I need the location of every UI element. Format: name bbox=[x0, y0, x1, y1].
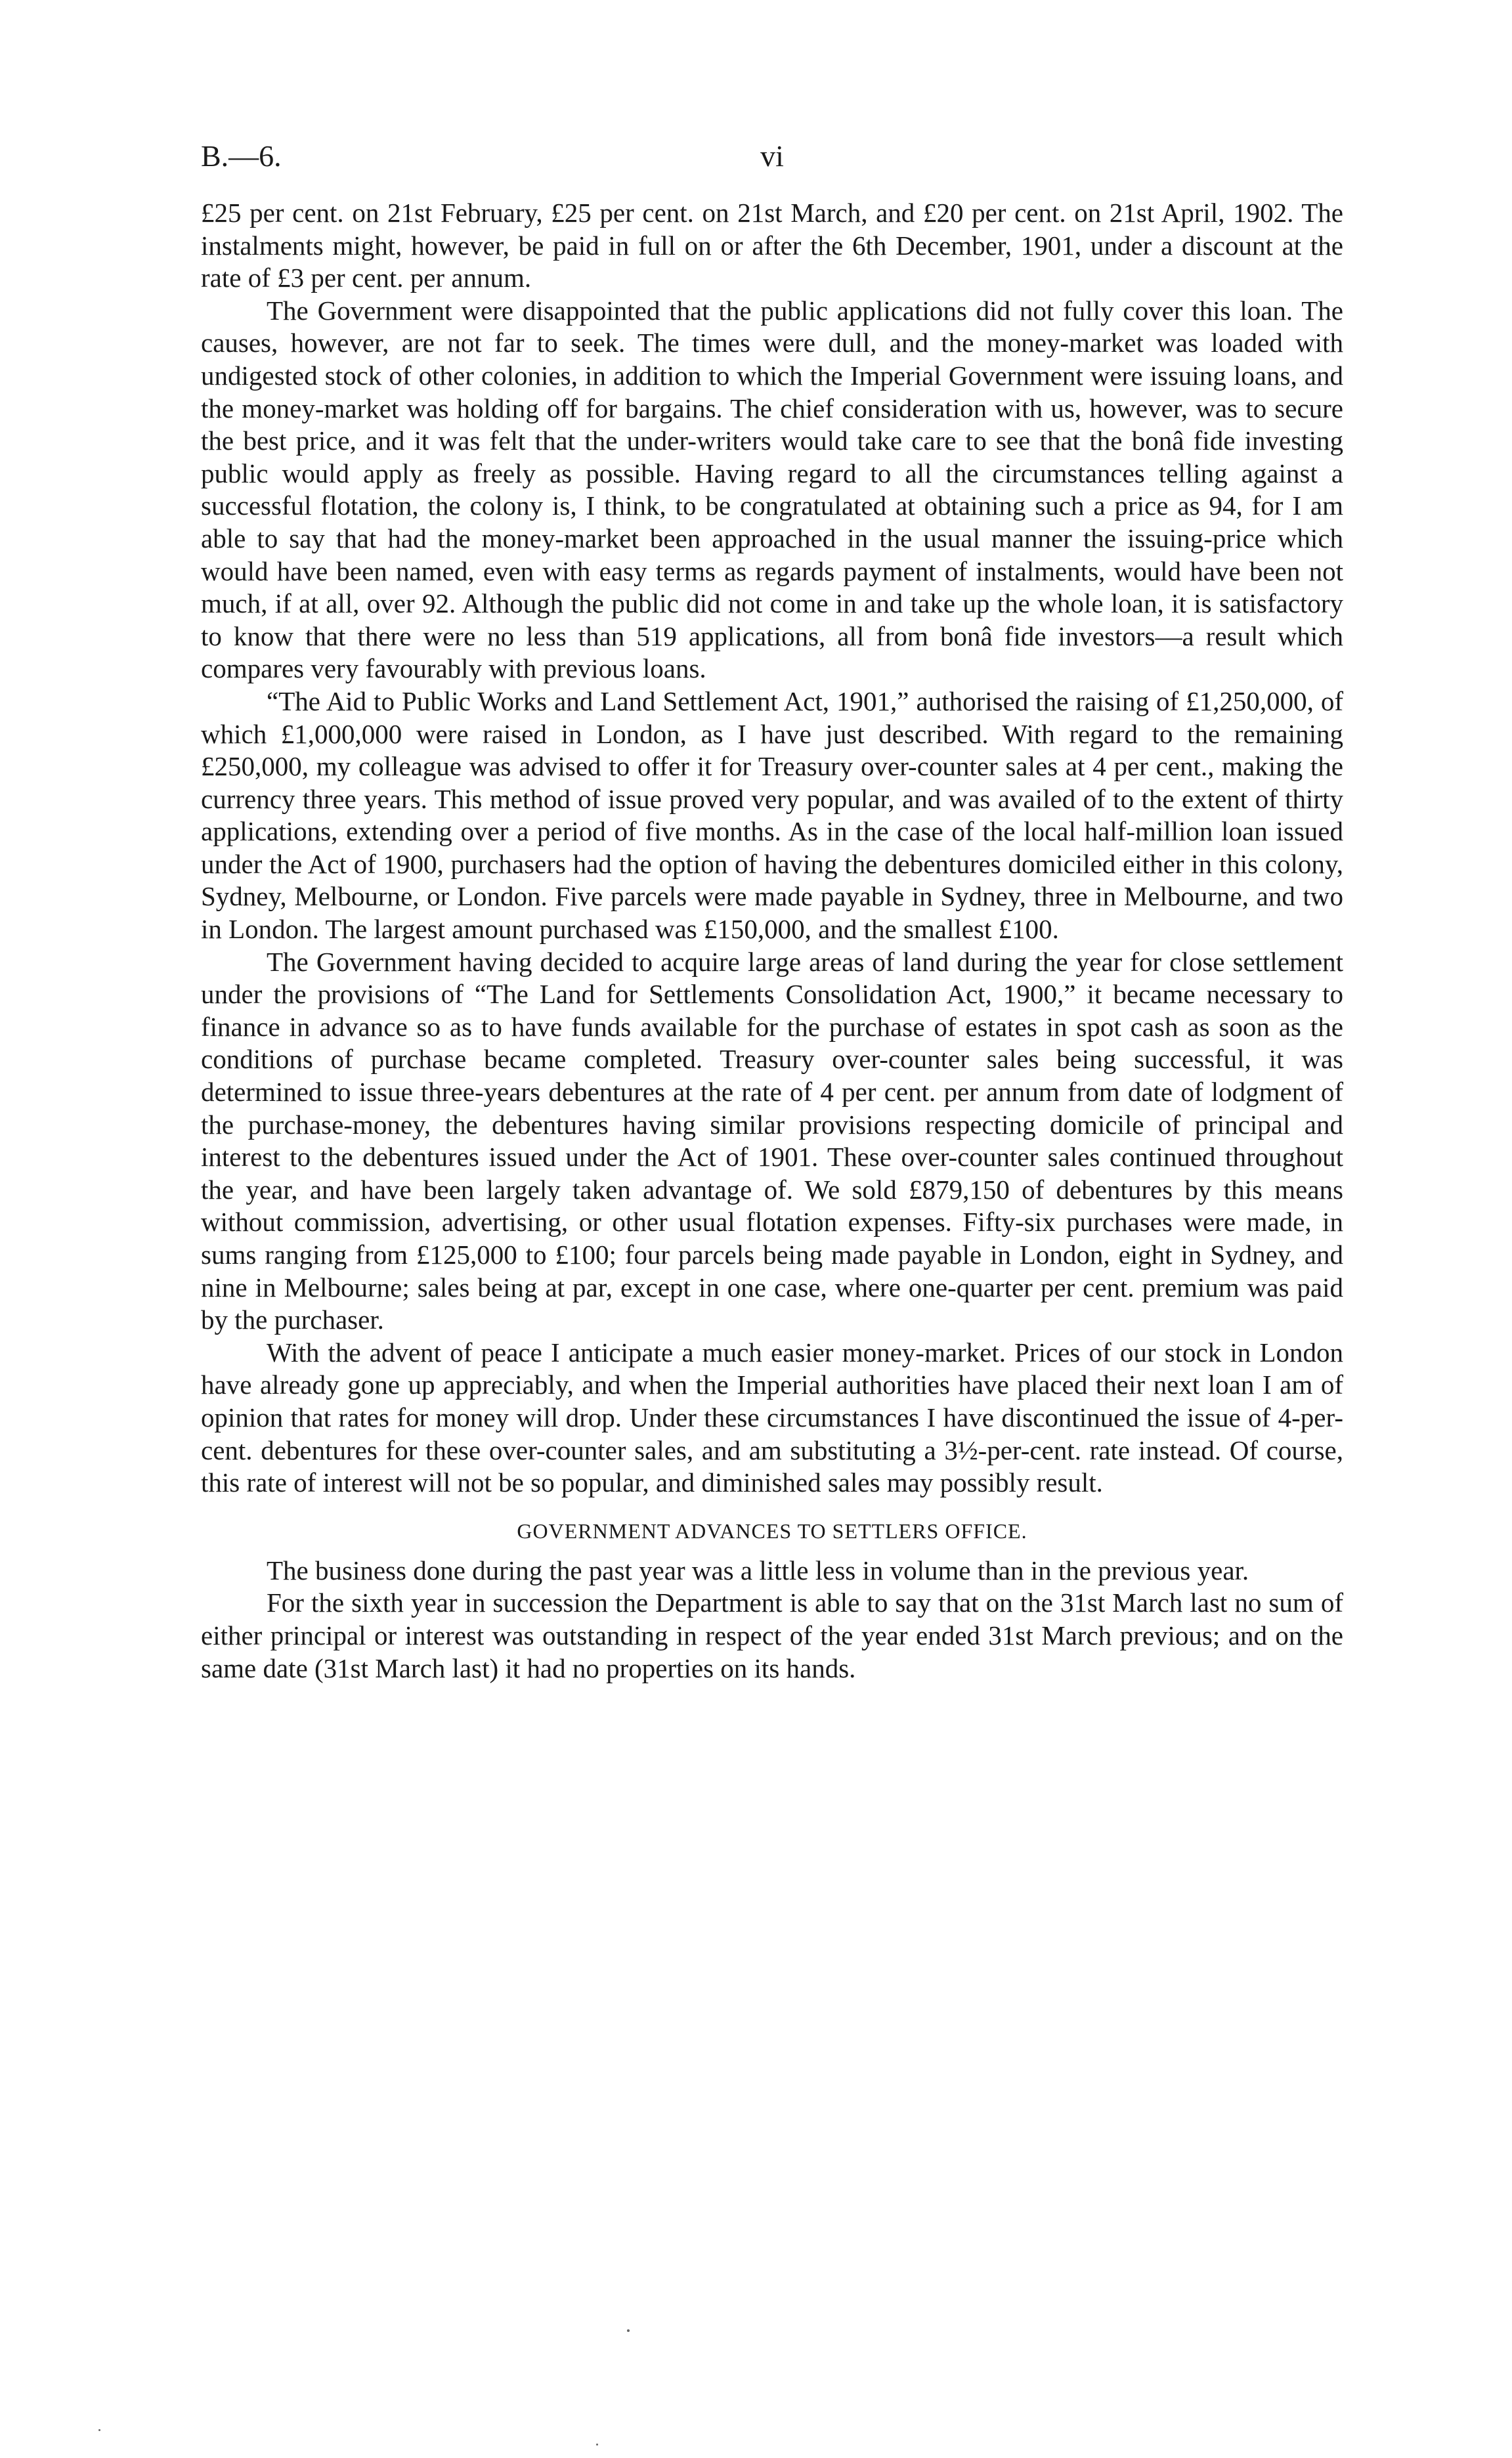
paragraph-aid-to-public-works: “The Aid to Public Works and Land Settlement Act, 1901,” authorised the raising of £1,250,000, of which £1,000,000 were raised in London, as I have just described. With regard to the remaining £250,000, my colleague was advised to offer it for Treasury over-counter sales at 4 per cent., making the currency three years. This method of issue proved very popular, and was availed of to the extent of thirty applications, extending over a period of five months. As in the case of the local half-million loan issued under the Act of 1900, purchasers had the option of having the debentures domiciled either in this colony, Sydney, Melbourne, or London. Five parcels were made payable in Sydney, three in Melbourne, and two in London. The largest amount purchased was £150,000, and the smallest £100. bbox=[201, 685, 1343, 945]
paragraph-loan-coverage: The Government were disappointed that the public applications did not fully cover this loan. The causes, however, are not far to seek. The times were dull, and the money-market was loaded with undigested stock of other colonies, in addition to which the Imperial Government were issuing loans, and the money-market was holding off for bargains. The chief consideration with us, however, was to secure the best price, and it was felt that the under-writers would take care to see that the bonâ fide investing public would apply as freely as possible. Having regard to all the circumstances telling against a successful flotation, the colony is, I think, to be congratulated at obtaining such a price as 94, for I am able to say that had the money-market been approached in the usual manner the issuing-price which would have been named, even with easy terms as regards payment of instalments, would have been not much, if at all, over 92. Although the public did not come in and take up the whole loan, it is satisfactory to know that there were no less than 519 applications, all from bonâ fide investors—a result which compares very favourably with previous loans. bbox=[201, 295, 1343, 684]
page-number: vi bbox=[760, 139, 784, 173]
scan-speck bbox=[627, 2329, 630, 2332]
scan-speck bbox=[596, 2444, 598, 2446]
paragraph-sixth-year: For the sixth year in succession the Department is able to say that on the 31st March last no sum of either principal or interest was outstanding in respect of the year ended 31st March previous; and on the same date (31st March last) it had no properties on its hands. bbox=[201, 1587, 1343, 1683]
page-header bbox=[201, 137, 1343, 176]
document-code: B.—6. bbox=[201, 139, 282, 173]
paragraph-land-settlement: The Government having decided to acquire large areas of land during the year for close settlement under the provisions of “The Land for Settlements Consolidation Act, 1900,” it became necessary to finance in advance so as to have funds available for the purchase of estates in spot cash as soon as the conditions of purchase became completed. Treasury over-counter sales being successful, it was determined to issue three-years debentures at the rate of 4 per cent. per annum from date of lodgment of the purchase-money, the debentures having similar provisions respecting domicile of principal and interest to the debentures issued under the Act of 1901. These over-counter sales continued throughout the year, and have been largely taken advantage of. We sold £879,150 of debentures by this means without commission, advertising, or other usual flotation expenses. Fifty-six purchases were made, in sums ranging from £125,000 to £100; four parcels being made payable in London, eight in Sydney, and nine in Melbourne; sales being at par, except in one case, where one-quarter per cent. premium was paid by the purchaser. bbox=[201, 946, 1343, 1335]
paragraph-advent-of-peace: With the advent of peace I anticipate a much easier money-market. Prices of our stock in London have already gone up appreciably, and when the Imperial authorities have placed their next loan I am of opinion that rates for money will drop. Under these circumstances I have discontinued the issue of 4-per-cent. debentures for these over-counter sales, and am substituting a 3½-per-cent. rate instead. Of course, this rate of interest will not be so popular, and diminished sales may possibly result. bbox=[201, 1337, 1343, 1498]
paragraph-instalments: £25 per cent. on 21st February, £25 per cent. on 21st March, and £20 per cent. on 21st April, 1902. The instalments might, however, be paid in full on or after the 6th December, 1901, under a discount at the rate of £3 per cent. per annum. bbox=[201, 198, 1343, 293]
body-text bbox=[201, 197, 1343, 1685]
paragraph-business-done: The business done during the past year was a little less in volume than in the previous year. bbox=[267, 1555, 1249, 1585]
scan-speck bbox=[98, 2429, 100, 2431]
section-heading: GOVERNMENT ADVANCES TO SETTLERS OFFICE. bbox=[517, 1519, 1027, 1543]
